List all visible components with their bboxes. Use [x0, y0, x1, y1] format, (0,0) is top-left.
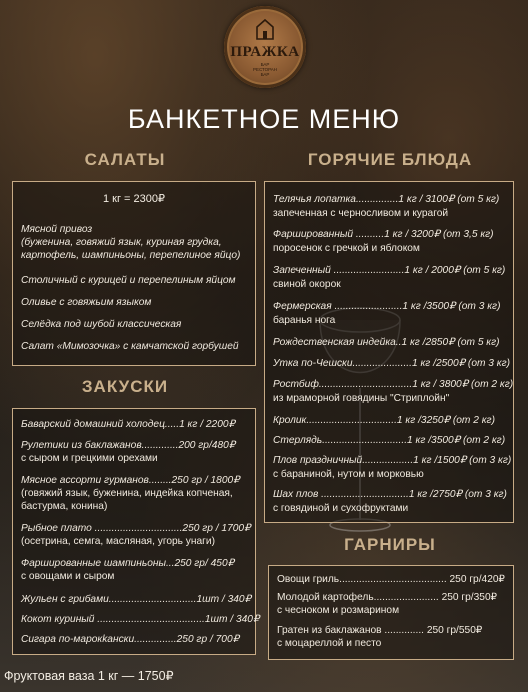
hot-item: Утка по-Чешски.....................1 кг /2500₽ (от 3 кг) [273, 358, 511, 369]
snacks-box [12, 408, 260, 655]
snack-item: Мясное ассорти гурманов........250 гр / 1800₽ [21, 475, 240, 486]
snack-item: Фаршированные шампиньоны...250 гр/ 450₽ [21, 558, 235, 569]
garnish-item: Гратен из баклажанов .............. 250 гр/550₽ [277, 625, 483, 636]
snack-item: Баварский домашний холодец.....1 кг / 2200₽ [21, 419, 236, 430]
hot-item: с бараниной, нутом и морковью [273, 469, 424, 480]
snack-item: (осетрина, семга, масляная, угорь унаги) [21, 536, 215, 547]
building-icon [255, 18, 275, 40]
garnish-item: с чесноком и розмарином [277, 605, 400, 616]
snack-item: с сыром и грецкими орехами [21, 453, 158, 464]
hot-dishes-heading: ГОРЯЧИЕ БЛЮДА [307, 150, 473, 169]
hot-item: Плов праздничный..................1 кг /1500₽ (от 3 кг) [273, 455, 512, 466]
garnish-heading: ГАРНИРЫ [344, 535, 436, 554]
fruit-vase-line: Фруктовая ваза 1 кг — 1750₽ [4, 669, 174, 683]
snack-item: Рулетики из баклажанов.............200 гр/480₽ [21, 440, 236, 451]
hot-item: с говядиной и сухофруктами [273, 503, 409, 514]
garnish-item: с моцареллой и песто [277, 638, 382, 649]
hot-item: Кролик................................1 кг /3250₽ (от 2 кг) [273, 415, 495, 426]
snack-item: Жульен с грибами...............................1шт / 340₽ [21, 594, 252, 605]
hot-item: баранья нога [273, 315, 336, 326]
salad-item: Оливье с говяжьим языком [21, 297, 152, 308]
logo-subtitle: БАР РЕСТОРАН БАР [252, 62, 278, 77]
salad-item: Салат «Мимозочка» с камчатской горбушей [21, 341, 239, 352]
logo-name: ПРАЖКА [230, 44, 300, 60]
hot-item: Фаршированный ..........1 кг / 3200₽ (от 3,5 кг) [273, 229, 494, 240]
salads-box [12, 181, 256, 366]
garnish-item: Овощи гриль...................................... 250 гр/420₽ [277, 574, 506, 585]
hot-item: запеченная с черносливом и курагой [273, 208, 449, 219]
hot-item: Телячья лопатка...............1 кг / 3100₽ (от 5 кг) [273, 194, 500, 205]
salad-item: картофель, шампиньоны, перепелиное яйцо) [21, 250, 241, 261]
hot-item: Фермерская ........................1 кг /3500₽ (от 3 кг) [273, 301, 501, 312]
hot-item: Рождественская индейка..1 кг /2850₽ (от 5 кг) [273, 337, 500, 348]
hot-item: Ростбиф.................................1 кг / 3800₽ (от 2 кг) [273, 379, 514, 390]
snack-item: (говяжий язык, буженина, индейка копченая, [21, 488, 233, 499]
salad-item: (буженина, говяжий язык, куриная грудка, [21, 237, 222, 248]
hot-item: Шах плов ...............................1 кг /2750₽ (от 3 кг) [273, 489, 507, 500]
salad-item: Столичный с курицей и перепелиным яйцом [21, 275, 236, 286]
garnish-item: Молодой картофель....................... 250 гр/350₽ [277, 592, 498, 603]
restaurant-logo [224, 6, 306, 88]
snack-item: Рыбное плато ...............................250 гр / 1700₽ [21, 523, 251, 534]
hot-item: Запеченный .........................1 кг / 2000₽ (от 5 кг) [273, 265, 506, 276]
salad-item: Мясной привоз [21, 224, 93, 235]
page-title: БАНКЕТНОЕ МЕНЮ [127, 104, 401, 134]
snack-item: бастурма, конина) [21, 501, 108, 512]
hot-item: Стерлядь..............................1 кг /3500₽ (от 2 кг) [273, 435, 506, 446]
snack-item: Сигара по-марокkански...............250 гр / 700₽ [21, 634, 240, 645]
snacks-heading: ЗАКУСКИ [81, 377, 169, 396]
hot-dishes-box [264, 181, 514, 523]
snack-item: с овощами и сыром [21, 571, 115, 582]
garnish-box [268, 565, 514, 660]
hot-item: из мраморной говядины "Стриплойн" [273, 393, 450, 404]
snack-item: Кокот куриный ......................................1шт / 340₽ [21, 614, 260, 625]
salads-heading: САЛАТЫ [84, 150, 166, 169]
salad-item: Селёдка под шубой классическая [21, 319, 182, 330]
hot-item: свиной окорок [273, 279, 341, 290]
salads-price: 1 кг = 2300₽ [102, 193, 165, 205]
hot-item: поросенок с гречкой и яблоком [273, 243, 420, 254]
